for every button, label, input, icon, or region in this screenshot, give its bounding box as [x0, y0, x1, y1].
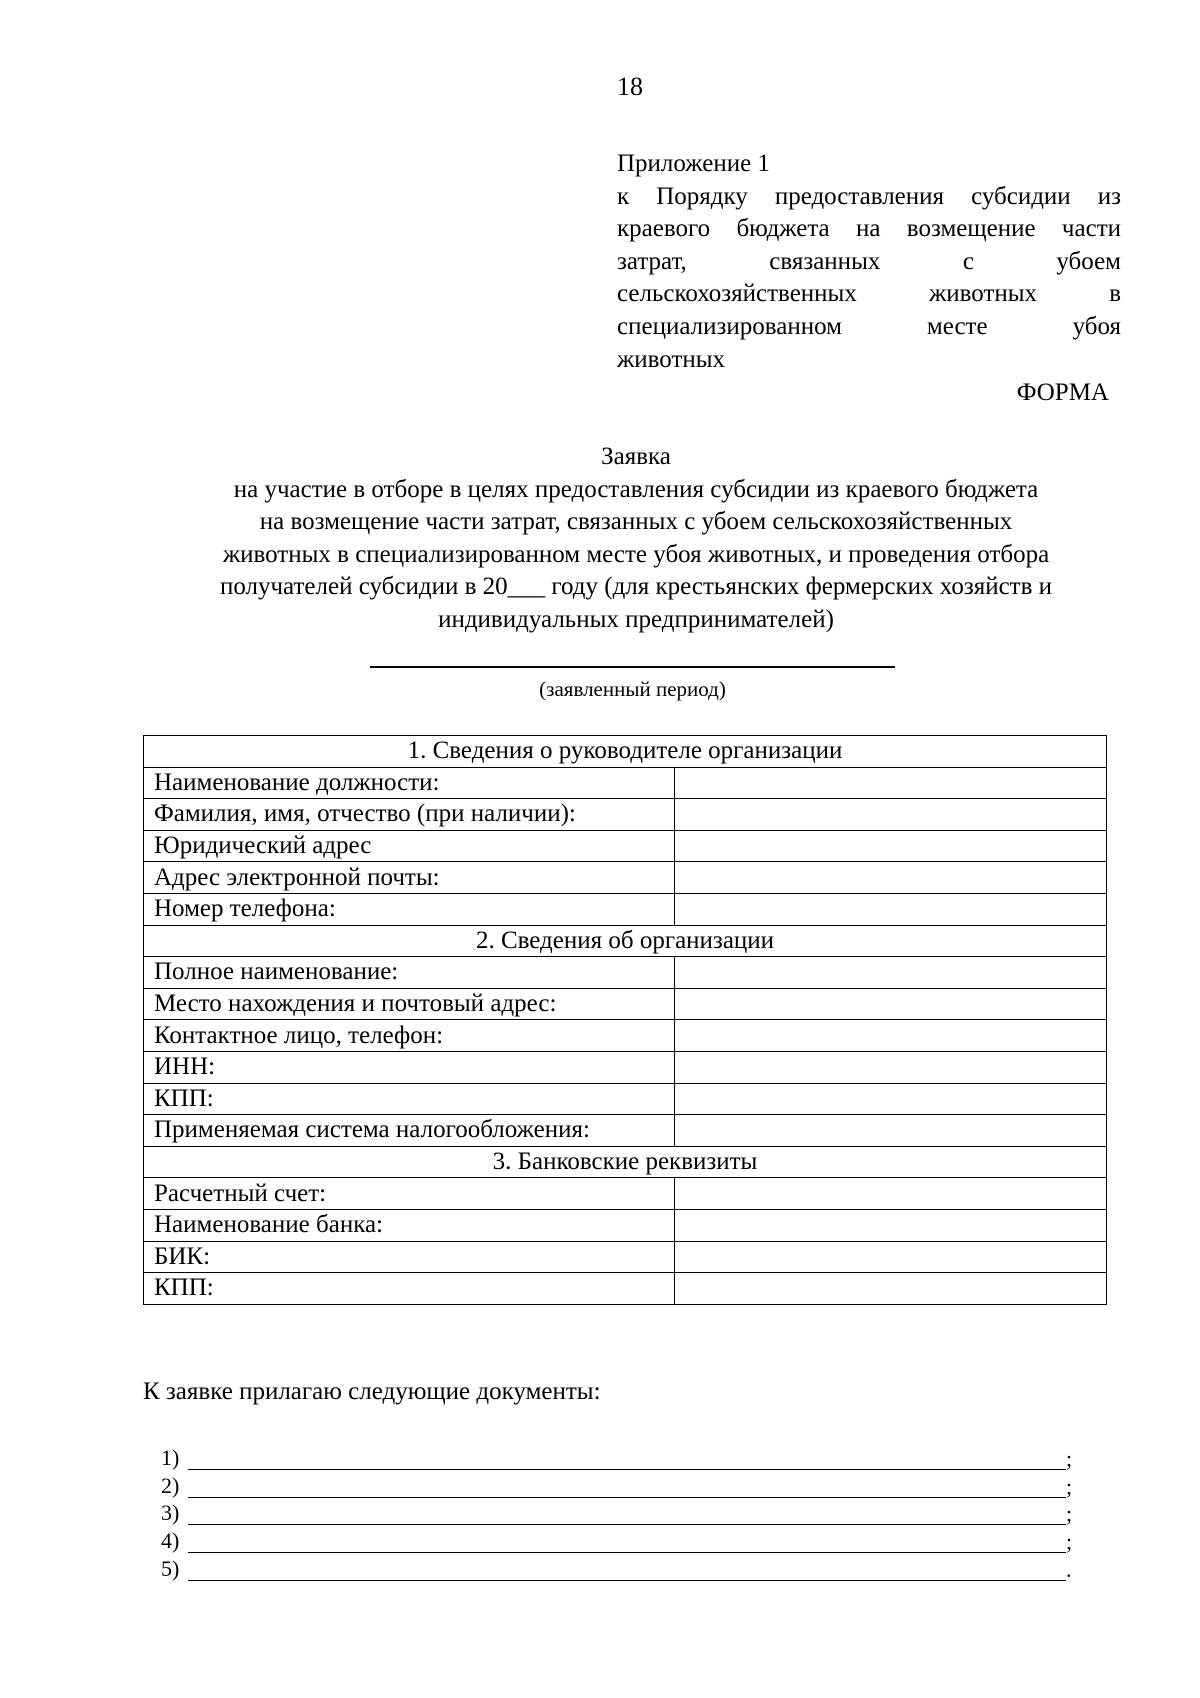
field-label: КПП:	[144, 1083, 675, 1115]
section-title: 2. Сведения об организации	[144, 925, 1107, 957]
field-value-cell[interactable]	[674, 1020, 1106, 1052]
heading-line: на участие в отборе в целях предоставления субсидии из краевого бюджета	[233, 475, 1039, 503]
table-row	[144, 1273, 1107, 1305]
appendix-line: затрат, связанных с убоем	[617, 247, 1121, 275]
field-value-cell[interactable]	[674, 957, 1106, 989]
table-row	[144, 1209, 1107, 1241]
application-heading	[100, 441, 1172, 637]
list-item	[161, 1498, 1081, 1526]
period-caption: (заявленный период)	[539, 677, 726, 701]
heading-title: Заявка	[601, 443, 671, 470]
section-header-row	[144, 1146, 1107, 1178]
table-row	[144, 1115, 1107, 1147]
form-label: ФОРМА	[1016, 379, 1109, 406]
document-end-mark: ;	[1066, 1501, 1073, 1527]
document-number: 3)	[161, 1500, 180, 1526]
field-label: Фамилия, имя, отчество (при наличии):	[144, 799, 675, 831]
field-label: БИК:	[144, 1241, 675, 1273]
field-value-cell[interactable]	[674, 830, 1106, 862]
field-value-cell[interactable]	[674, 1241, 1106, 1273]
document-end-mark: ;	[1066, 1529, 1073, 1555]
documents-intro: К заявке прилагаю следующие документы:	[143, 1378, 601, 1405]
table-row	[144, 957, 1107, 989]
table-row	[144, 1178, 1107, 1210]
appendix-title: Приложение 1	[617, 150, 770, 177]
list-item	[161, 1442, 1081, 1470]
field-value-cell[interactable]	[674, 1273, 1106, 1305]
list-item	[161, 1553, 1081, 1581]
table-row	[144, 1083, 1107, 1115]
document-number: 1)	[161, 1444, 180, 1470]
table-row	[144, 830, 1107, 862]
field-label: Полное наименование:	[144, 957, 675, 989]
section-header-row	[144, 736, 1107, 768]
field-value-cell[interactable]	[674, 1209, 1106, 1241]
document-blank-line[interactable]	[188, 1502, 1066, 1525]
field-label: ИНН:	[144, 1051, 675, 1083]
field-label: Наименование должности:	[144, 767, 675, 799]
heading-line: животных в специализированном месте убоя животных, и проведения отбора	[222, 540, 1050, 568]
appendix-block	[617, 148, 1121, 376]
document-blank-line[interactable]	[188, 1530, 1066, 1553]
field-value-cell[interactable]	[674, 862, 1106, 894]
field-value-cell[interactable]	[674, 893, 1106, 925]
field-label: Контактное лицо, телефон:	[144, 1020, 675, 1052]
document-end-mark: .	[1066, 1556, 1072, 1582]
appendix-line: специализированном месте убоя	[617, 312, 1121, 340]
heading-line: на возмещение части затрат, связанных с убоем сельскохозяйственных	[259, 508, 1013, 536]
page-number: 18	[617, 72, 643, 101]
appendix-line: животных	[617, 345, 726, 373]
section-header-row	[144, 925, 1107, 957]
table-row	[144, 1020, 1107, 1052]
field-value-cell[interactable]	[674, 1178, 1106, 1210]
field-value-cell[interactable]	[674, 1083, 1106, 1115]
document-end-mark: ;	[1066, 1445, 1073, 1471]
field-label: Юридический адрес	[144, 830, 675, 862]
field-value-cell[interactable]	[674, 1115, 1106, 1147]
appendix-line: к Порядку предоставления субсидии из	[617, 182, 1121, 210]
list-item	[161, 1525, 1081, 1553]
field-value-cell[interactable]	[674, 767, 1106, 799]
table-row	[144, 1051, 1107, 1083]
section-title: 1. Сведения о руководителе организации	[144, 736, 1107, 768]
table-row	[144, 893, 1107, 925]
document-end-mark: ;	[1066, 1473, 1073, 1499]
field-label: Адрес электронной почты:	[144, 862, 675, 894]
heading-line: получателей субсидии в 20___ году (для крестьянских фермерских хозяйств и	[219, 573, 1053, 601]
document-number: 2)	[161, 1472, 180, 1498]
field-value-cell[interactable]	[674, 988, 1106, 1020]
table-row	[144, 1241, 1107, 1273]
table-row	[144, 988, 1107, 1020]
field-label: Место нахождения и почтовый адрес:	[144, 988, 675, 1020]
field-label: Применяемая система налогообложения:	[144, 1115, 675, 1147]
field-value-cell[interactable]	[674, 799, 1106, 831]
field-label: КПП:	[144, 1273, 675, 1305]
application-form-table	[143, 735, 1107, 1305]
table-row	[144, 767, 1107, 799]
document-blank-line[interactable]	[188, 1475, 1066, 1498]
appendix-line: краевого бюджета на возмещение части	[617, 215, 1121, 243]
period-underline[interactable]	[370, 666, 895, 668]
list-item	[161, 1470, 1081, 1498]
document-number: 4)	[161, 1528, 180, 1554]
document-blank-line[interactable]	[188, 1447, 1066, 1470]
field-value-cell[interactable]	[674, 1051, 1106, 1083]
documents-list	[161, 1442, 1081, 1581]
field-label: Наименование банка:	[144, 1209, 675, 1241]
appendix-line: сельскохозяйственных животных в	[617, 280, 1121, 308]
heading-line: индивидуальных предпринимателей)	[438, 605, 834, 633]
document-number: 5)	[161, 1555, 180, 1581]
table-row	[144, 799, 1107, 831]
table-row	[144, 862, 1107, 894]
field-label: Номер телефона:	[144, 893, 675, 925]
field-label: Расчетный счет:	[144, 1178, 675, 1210]
document-blank-line[interactable]	[188, 1558, 1066, 1581]
section-title: 3. Банковские реквизиты	[144, 1146, 1107, 1178]
